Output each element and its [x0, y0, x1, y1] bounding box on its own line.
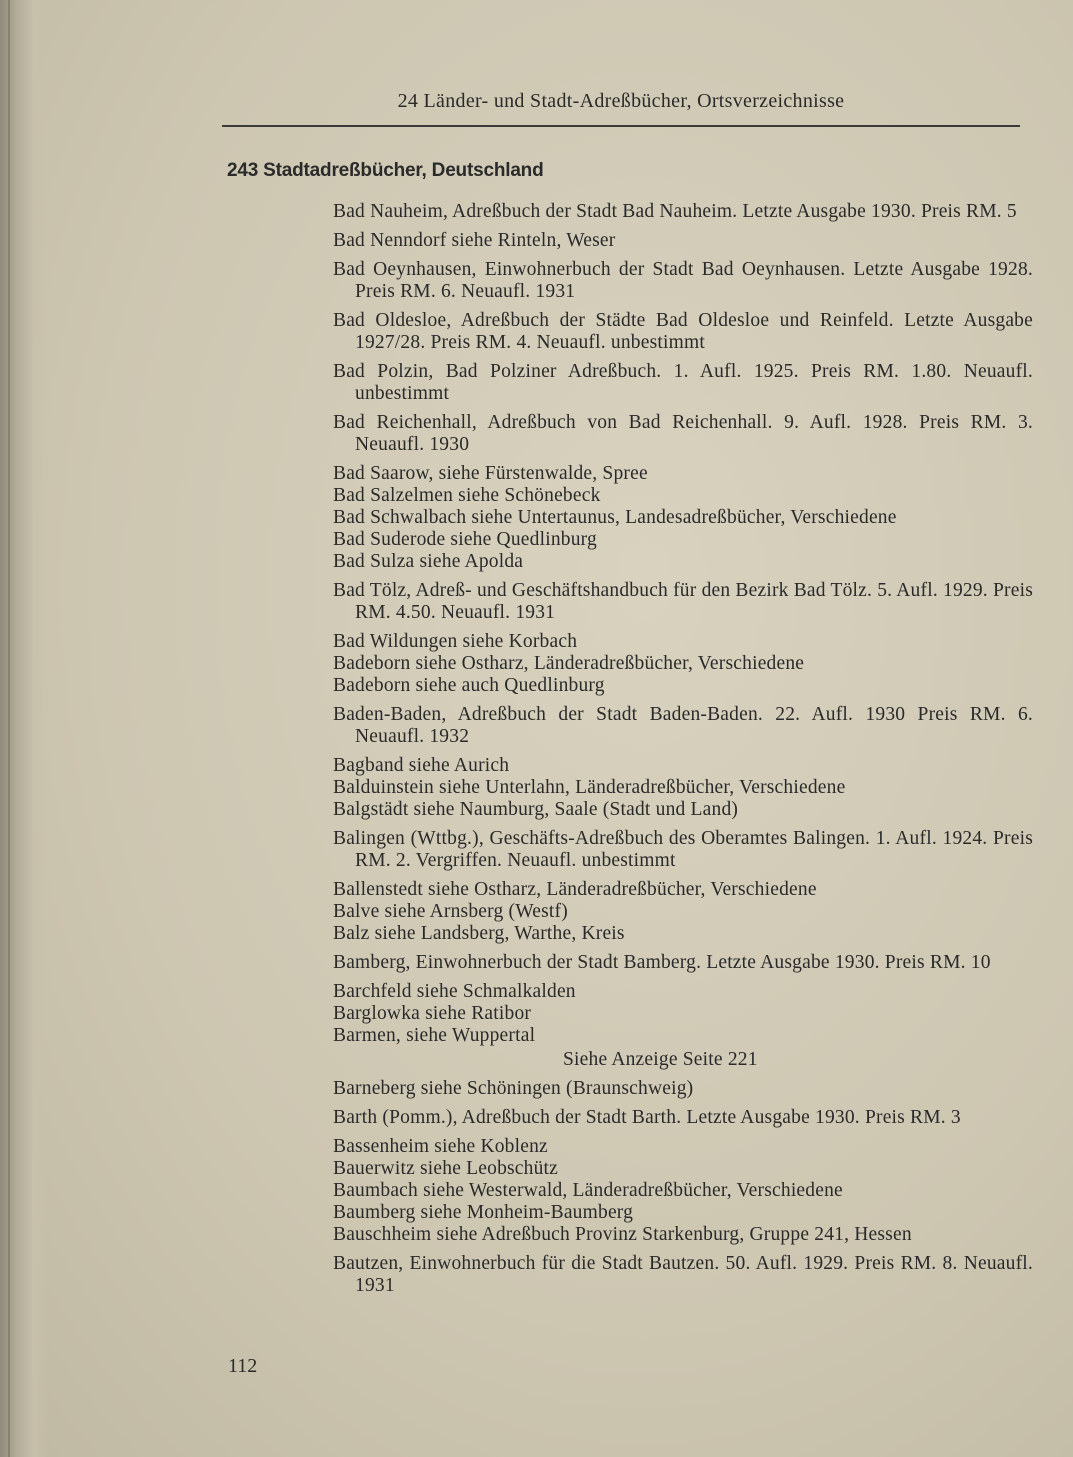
list-item: Bassenheim siehe Koblenz [333, 1136, 548, 1157]
list-item: Barneberg siehe Schöningen (Braunschweig) [333, 1078, 694, 1099]
list-item: Bauschheim siehe Adreßbuch Provinz Starkenburg, Gruppe 241, Hessen [333, 1224, 912, 1245]
list-item: Bad Suderode siehe Quedlinburg [333, 529, 597, 550]
list-item: Baumberg siehe Monheim-Baumberg [333, 1202, 634, 1223]
list-item: Balgstädt siehe Naumburg, Saale (Stadt und Land) [333, 799, 739, 820]
list-item: Bad Reichenhall, Adreßbuch von Bad Reichenhall. 9. Aufl. 1928. Preis RM. 3. Neuaufl. 1930 [333, 412, 1033, 455]
list-item: Bad Nenndorf siehe Rinteln, Weser [333, 230, 616, 251]
list-item: Bautzen, Einwohnerbuch für die Stadt Bautzen. 50. Aufl. 1929. Preis RM. 8. Neuaufl. 1931 [333, 1253, 1033, 1296]
list-item: Barchfeld siehe Schmalkalden [333, 981, 576, 1002]
list-item: Bad Wildungen siehe Korbach [333, 631, 578, 652]
list-item: Bad Oldesloe, Adreßbuch der Städte Bad Oldesloe und Reinfeld. Letzte Ausgabe 1927/28. Preis RM. 4. Neuaufl. unbestimmt [333, 310, 1033, 353]
book-binding-edge [0, 0, 48, 1457]
list-item: Barmen, siehe Wuppertal [333, 1025, 536, 1046]
list-item: Baumbach siehe Westerwald, Länderadreßbücher, Verschiedene [333, 1180, 843, 1201]
list-item: Bad Schwalbach siehe Untertaunus, Landesadreßbücher, Verschiedene [333, 507, 897, 528]
list-item: Badeborn siehe auch Quedlinburg [333, 675, 605, 696]
list-item: Balingen (Wttbg.), Geschäfts-Adreßbuch des Oberamtes Balingen. 1. Aufl. 1924. Preis RM. 2. Vergriffen. Neuaufl. unbestimmt [333, 828, 1033, 871]
running-header: 24 Länder- und Stadt-Adreßbücher, Ortsverzeichnisse [397, 90, 845, 112]
list-item: Bad Salzelmen siehe Schönebeck [333, 485, 601, 506]
list-item: Bad Sulza siehe Apolda [333, 551, 524, 572]
list-item: Bad Nauheim, Adreßbuch der Stadt Bad Nauheim. Letzte Ausgabe 1930. Preis RM. 5 [333, 201, 1017, 222]
page-number: 112 [228, 1355, 258, 1377]
list-item: Bad Saarow, siehe Fürstenwalde, Spree [333, 463, 648, 484]
entry-list [333, 194, 1033, 1297]
list-item: Balz siehe Landsberg, Warthe, Kreis [333, 923, 625, 944]
list-item: Baden-Baden, Adreßbuch der Stadt Baden-Baden. 22. Aufl. 1930 Preis RM. 6. Neuaufl. 1932 [333, 704, 1033, 747]
list-item: Barth (Pomm.), Adreßbuch der Stadt Barth. Letzte Ausgabe 1930. Preis RM. 3 [333, 1107, 961, 1128]
list-item: Ballenstedt siehe Ostharz, Länderadreßbücher, Verschiedene [333, 879, 817, 900]
advertisement-reference: Siehe Anzeige Seite 221 [563, 1049, 758, 1070]
list-item: Bauerwitz siehe Leobschütz [333, 1158, 559, 1179]
list-item: Bagband siehe Aurich [333, 755, 510, 776]
list-item: Balduinstein siehe Unterlahn, Länderadreßbücher, Verschiedene [333, 777, 846, 798]
section-title: 243 Stadtadreßbücher, Deutschland [227, 160, 544, 181]
header-rule [222, 125, 1020, 127]
list-item: Bad Tölz, Adreß- und Geschäftshandbuch für den Bezirk Bad Tölz. 5. Aufl. 1929. Preis RM. 4.50. Neuaufl. 1931 [333, 580, 1033, 623]
list-item: Bad Polzin, Bad Polziner Adreßbuch. 1. Aufl. 1925. Preis RM. 1.80. Neuaufl. unbestimmt [333, 361, 1033, 404]
list-item: Balve siehe Arnsberg (Westf) [333, 901, 568, 922]
list-item: Bamberg, Einwohnerbuch der Stadt Bamberg. Letzte Ausgabe 1930. Preis RM. 10 [333, 952, 991, 973]
list-item: Barglowka siehe Ratibor [333, 1003, 532, 1024]
list-item: Bad Oeynhausen, Einwohnerbuch der Stadt Bad Oeynhausen. Letzte Ausgabe 1928. Preis RM. 6. Neuaufl. 1931 [333, 259, 1033, 302]
list-item: Badeborn siehe Ostharz, Länderadreßbücher, Verschiedene [333, 653, 805, 674]
